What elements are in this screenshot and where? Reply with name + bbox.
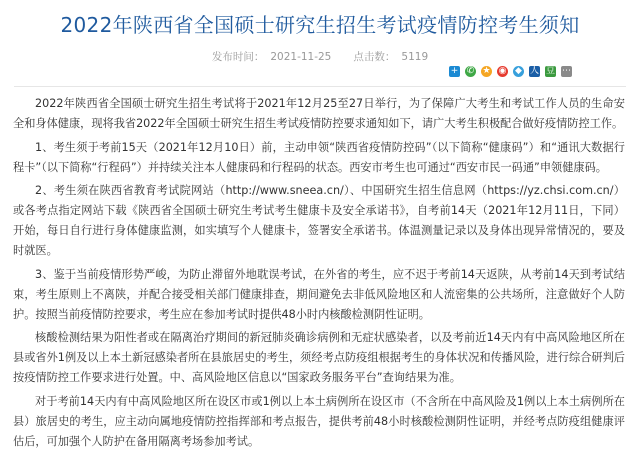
more-icon[interactable]: ⋯ [562,65,571,76]
title-divider [14,86,626,87]
page-title: 2022年陕西省全国硕士研究生招生考试疫情防控考生须知 [60,13,580,37]
tencent-weibo-icon[interactable]: ◆ [513,66,524,77]
douban-icon[interactable]: 豆 [545,65,555,76]
article-body [13,94,625,452]
views-count: 5119 [401,51,429,63]
paragraph-1: 1、考生须于考前15天（2021年12月10日）前，主动申领“陕西省疫情防控码”（以下简称“健康码”）和“通讯大数据行程卡”（以下简称“行程码”）并持续关注本人健康码和行程码的状态。西安市考生也可通过“西安市民一码通”申领健康码。 [13,140,625,174]
meta-separator [341,51,344,63]
views-label: 点击数： [353,51,396,63]
paragraph-2: 2、考生须在陕西省教育考试院网站（http://www.sneea.cn/）、中国研究生招生信息网（https://yz.chsi.com.cn/）或各考点指定网站下载《陕西省全国硕士研究生考试考生健康卡及安全承诺书》，自考前14天（2021年12月11日，下同）开始，每日自行进行身体健康监测，如实填写个人健康卡，签署安全承诺书。体温测量记录以及身体出现异常情况的，要及时就医。 [13,184,625,257]
paragraph-3: 3、鉴于当前疫情形势严峻，为防止滞留外地耽误考试，在外省的考生，应不迟于考前14天返陕，从考前14天到考试结束，考生原则上不离陕，并配合接受相关部门健康排查，期间避免去非低风险地区和人流密集的公共场所，注意做好个人防护。按照当前疫情防控要求，考生应在参加考试时提供48小时内核酸检测阴性证明。 [13,267,625,321]
paragraph-4: 核酸检测结果为阳性者或在隔离治疗期间的新冠肺炎确诊病例和无症状感染者，以及考前近14天内有中高风险地区所在县或省外1例及以上本土新冠感染者所在县旅居史的考生，须经考点防疫组根据考生的身体状况和传播风险，进行综合研判后按疫情防控工作要求进行处置。中、高风险地区信息以“国家政务服务平台”查询结果为准。 [13,331,625,384]
weibo-icon[interactable]: ◉ [498,65,507,76]
wechat-icon[interactable]: ✆ [466,65,475,76]
published-label: 发布时间： [211,51,265,63]
plus-icon[interactable]: + [450,65,459,76]
published-date: 2021-11-25 [270,51,332,63]
renren-icon[interactable]: 人 [529,65,539,76]
qzone-icon[interactable]: ★ [482,65,491,76]
share-bar [449,64,572,78]
paragraph-intro: 2022年陕西省全国硕士研究生招生考试将于2021年12月25至27日举行，为了保障广大考生和考试工作人员的生命安全和身体健康，现将我省2022年全国硕士研究生招生考试疫情防控要求通知如下，请广大考生积极配合做好疫情防控工作。 [13,97,625,130]
paragraph-5: 对于考前14天内有中高风险地区所在设区市或1例以上本土病例所在设区市（不含所在中高风险及1例以上本土病例所在县）旅居史的考生，应主动向属地疫情防控指挥部和考点报告，提供考前48小时核酸检测阴性证明，并经考点防疫组健康评估后，可加强个人防护在备用隔离考场参加考试。 [13,394,625,448]
article-meta [0,49,640,64]
